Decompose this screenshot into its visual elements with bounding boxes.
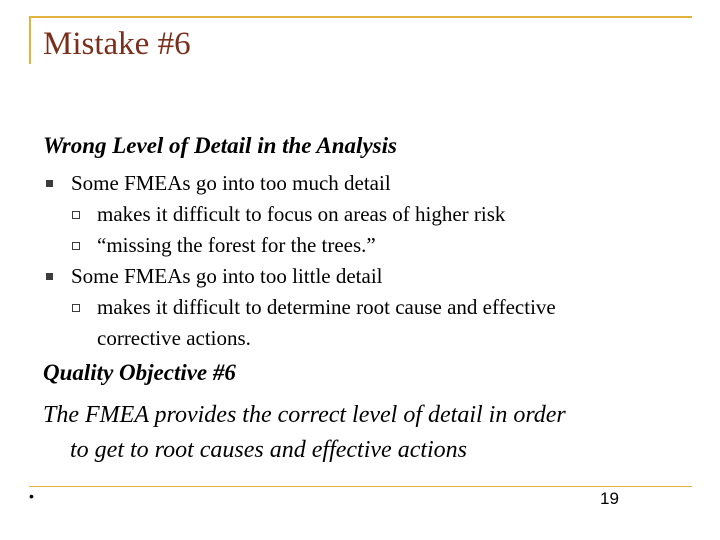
footer-divider <box>29 486 692 487</box>
frame-top-line <box>29 16 692 18</box>
hollow-square-bullet-icon <box>72 211 80 219</box>
objective-text-line-2: to get to root causes and effective actions <box>70 437 468 463</box>
objective-text-line-1: The FMEA provides the correct level of detail in order <box>43 402 566 428</box>
bullet-item <box>43 168 683 199</box>
sub-bullet-text-continued: corrective actions. <box>97 326 251 350</box>
sub-bullet-item <box>43 230 683 261</box>
bullet-text: Some FMEAs go into too much detail <box>71 171 391 195</box>
sub-bullet-item <box>43 292 683 354</box>
objective-text <box>43 398 683 468</box>
page-number: 19 <box>600 489 619 508</box>
bullet-list <box>43 168 683 354</box>
sub-bullet-text: makes it difficult to focus on areas of higher risk <box>97 202 506 226</box>
slide-title: Mistake #6 <box>43 26 191 62</box>
hollow-square-bullet-icon <box>72 304 80 312</box>
objective-heading: Quality Objective #6 <box>43 360 236 385</box>
hollow-square-bullet-icon <box>72 242 80 250</box>
sub-bullet-text: “missing the forest for the trees.” <box>97 233 376 257</box>
sub-bullet-item <box>43 199 683 230</box>
square-bullet-icon <box>46 273 53 280</box>
sub-bullet-text: makes it difficult to determine root cause and effective <box>97 295 556 319</box>
section-heading: Wrong Level of Detail in the Analysis <box>43 133 397 158</box>
bullet-text: Some FMEAs go into too little detail <box>71 264 383 288</box>
frame-left-line <box>29 16 31 64</box>
footer-marker: • <box>29 488 34 504</box>
square-bullet-icon <box>46 180 53 187</box>
bullet-item <box>43 261 683 292</box>
